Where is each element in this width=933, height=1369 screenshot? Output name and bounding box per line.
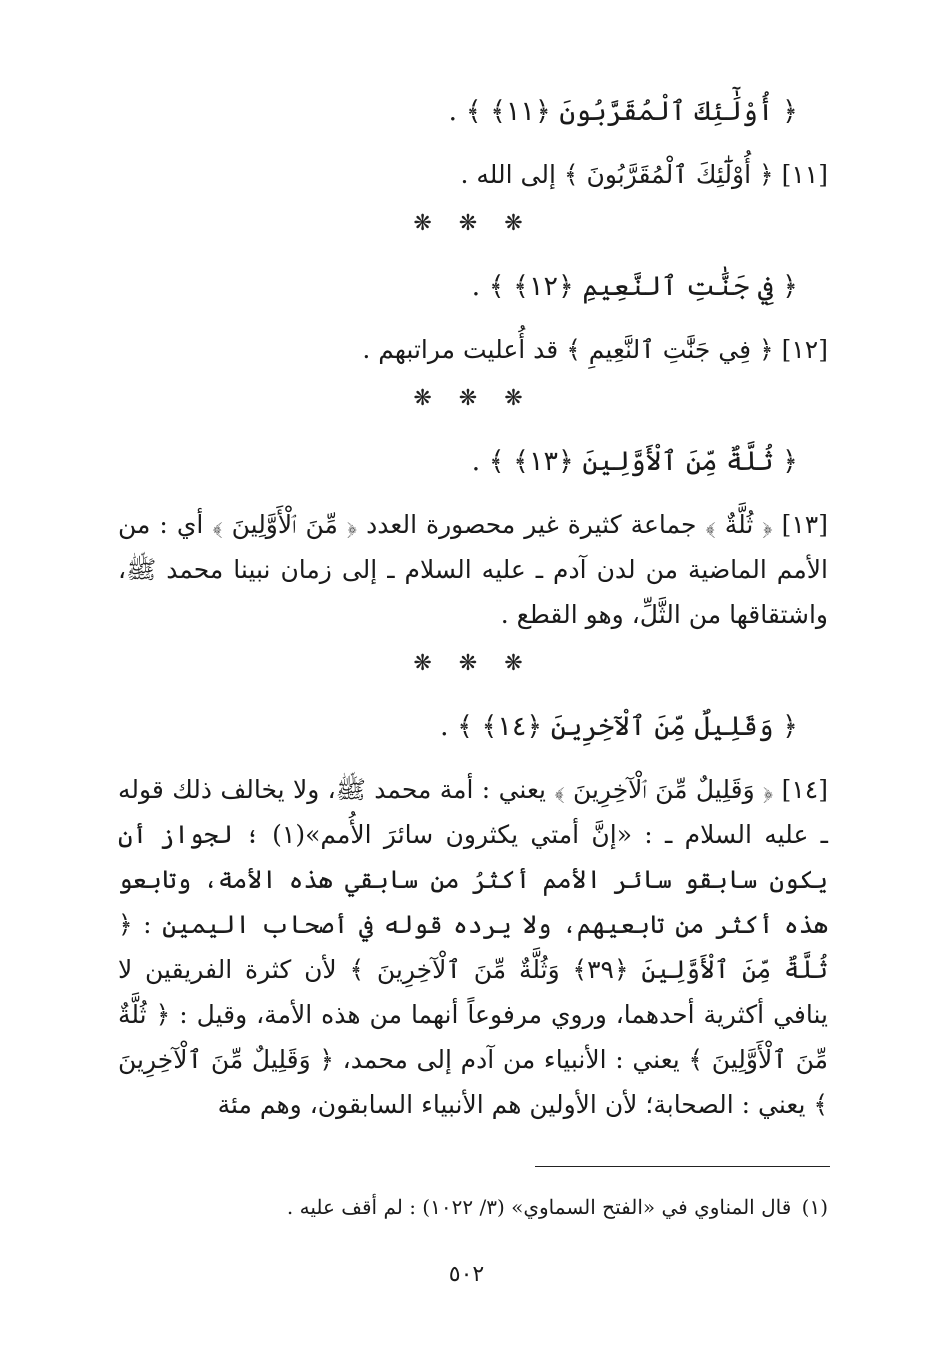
page-number: ٥٠٢ (448, 1262, 485, 1287)
page-body (118, 90, 828, 1139)
commentary-11: [١١] ﴿ أُوْلَٰٓئِكَ ٱلْمُقَرَّبُونَ ﴾ إلى الله . (460, 160, 828, 189)
quran-verse-11: ﴿ أُوْلَٰٓئِكَ ٱلْمُقَرَّبُونَ ﴿١١﴾ ﴾ . (448, 96, 798, 127)
commentary-13: [١٣] ﴿ ثُلَّةٌ ﴾ جماعة كثيرة غير محصورة العدد ﴿ مِّنَ ٱلْأَوَّلِينَ ﴾ أي : من الأمم الماضية من لدن آدم ـ عليه السلام ـ إلى زمان نبينا محمد ﷺ، واشتقاقها من الثَّلِّ، وهو القطع . (118, 510, 828, 629)
quran-verse-12: ﴿ فِي جَنَّٰتِ ٱلنَّعِيمِ ﴿١٢﴾ ﴾ . (471, 271, 798, 302)
commentary-14: [١٤] ﴿ وَقَلِيلٌ مِّنَ ٱلْآخِرِينَ ﴾ يعني : أمة محمد ﷺ، ولا يخالف ذلك قوله ـ عليه السلام ـ : «إنَّ أمتي يكثرون سائرَ الأُمم»(١) ؛ لجواز أن يكون سابقو سائر الأمم أكثرُ من سابقي هذه الأمة، وتابعو هذه أكثر من تابعيهم، ولا يرده قوله في أصحاب اليمين : ﴿ ثُلَّةٌ مِّنَ ٱلْأَوَّلِينَ ﴿٣٩﴾ وَثُلَّةٌ مِّنَ ٱلْآخِرِينَ ﴾ لأن كثرة الفريقين لا ينافي أكثرية أحدهما، وروي مرفوعاً أنهما من هذه الأمة، وقيل : ﴿ ثُلَّةٌ مِّنَ ٱلْأَوَّلِينَ ﴾ يعني : الأنبياء من آدم إلى محمد، ﴿ وَقَلِيلٌ مِّنَ ٱلْآخِرِينَ ﴾ يعني : الصحابة؛ لأن الأولين هم الأنبياء السابقون، وهم مئة (118, 775, 829, 1119)
quran-verse-14: ﴿ وَقَلِيلٌ مِّنَ ٱلْآخِرِينَ ﴿١٤﴾ ﴾ . (439, 711, 798, 742)
quran-verse-13: ﴿ ثُلَّةٌ مِّنَ ٱلْأَوَّلِينَ ﴿١٣﴾ ﴾ . (471, 446, 798, 477)
commentary-12: [١٢] ﴿ فِي جَنَّٰتِ ٱلنَّعِيمِ ﴾ قد أُعليت مراتبهم . (362, 335, 828, 364)
section-separator: ❋ ❋ ❋ (413, 386, 533, 411)
footnote-marker: (١) (801, 1195, 828, 1219)
section-separator: ❋ ❋ ❋ (413, 651, 533, 676)
footnote (118, 1192, 828, 1222)
footnote-text: قال المناوي في «الفتح السماوي» (٣/ ١٠٢٢) : لم أقف عليه . (286, 1195, 792, 1219)
section-separator: ❋ ❋ ❋ (413, 211, 533, 236)
footnote-divider (535, 1166, 830, 1167)
